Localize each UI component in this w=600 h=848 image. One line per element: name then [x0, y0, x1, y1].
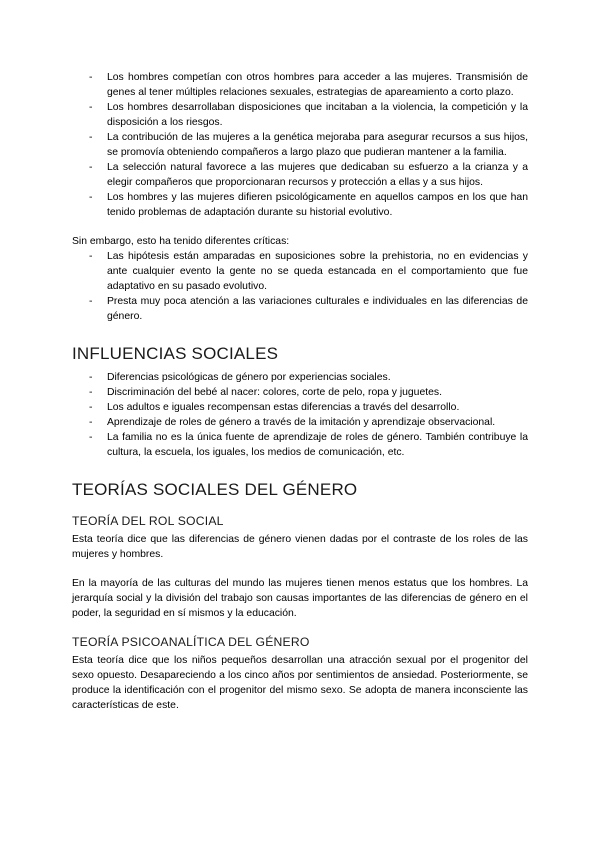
list-item: - Los hombres competían con otros hombres para acceder a las mujeres. Transmisión de genes al tener múltiples relaciones sexuales, estrategias de apareamiento a corto plazo. [89, 72, 528, 98]
section-heading-influencias: INFLUENCIAS SOCIALES [72, 344, 279, 363]
list-item: - Los adultos e iguales recompensan estas diferencias a través del desarrollo. [89, 402, 460, 413]
rol-social-paragraph-1: Esta teoría dice que las diferencias de género vienen dadas por el contraste de los roles de las mujeres y hombres. [72, 534, 528, 560]
list-item: - La contribución de las mujeres a la genética mejoraba para asegurar recursos a sus hijos, se promovía obteniendo compañeros a largo plazo que pudieran mantener a la familia. [89, 132, 528, 158]
list-item: - Aprendizaje de roles de género a través de la imitación y aprendizaje observacional. [89, 417, 496, 428]
list-item: - Los hombres desarrollaban disposiciones que incitaban a la violencia, la competición y la disposición a los riesgos. [89, 102, 528, 128]
list-item: - Los hombres y las mujeres difieren psicológicamente en aquellos campos en los que han tenido problemas de adaptación durante su historial evolutivo. [89, 192, 528, 218]
evolutionary-points-list [72, 70, 528, 220]
influencias-list [72, 370, 528, 460]
criticas-intro: Sin embargo, esto ha tenido diferentes críticas: [72, 236, 290, 247]
list-item: - La selección natural favorece a las mujeres que dedicaban su esfuerzo a la crianza y a elegir compañeros que proporcionaran recursos y protección a ellas y a sus hijos. [89, 162, 528, 188]
rol-social-paragraph-2: En la mayoría de las culturas del mundo las mujeres tienen menos estatus que los hombres. La jerarquía social y la división del trabajo son causas importantes de las diferencias de género en el poder, la seguridad en sí mismos y la educación. [72, 578, 528, 619]
subheading-psicoanalitica: TEORÍA PSICOANALÍTICA DEL GÉNERO [72, 635, 310, 649]
section-heading-teorias: TEORÍAS SOCIALES DEL GÉNERO [72, 480, 358, 499]
subheading-rol-social: TEORÍA DEL ROL SOCIAL [72, 514, 224, 528]
psicoanalitica-paragraph-1: Esta teoría dice que los niños pequeños desarrollan una atracción sexual por el progenitor del sexo opuesto. Desapareciendo a los cinco años por sentimientos de ansiedad. Posteriormente, se produce la identificación con el progenitor del mismo sexo. Se adopta de manera inconsciente las características de este. [72, 655, 528, 711]
criticas-list [72, 249, 528, 324]
list-item: - Presta muy poca atención a las variaciones culturales e individuales en las diferencias de género. [89, 296, 528, 322]
page-content [72, 70, 528, 713]
list-item: - Las hipótesis están amparadas en suposiciones sobre la prehistoria, no en evidencias y ante cualquier evento la gente no se queda estancada en el comportamiento que fue adaptativo en su pasado evolutivo. [89, 251, 528, 292]
list-item: - Discriminación del bebé al nacer: colores, corte de pelo, ropa y juguetes. [89, 387, 442, 398]
list-item: - Diferencias psicológicas de género por experiencias sociales. [89, 372, 391, 383]
list-item: - La familia no es la única fuente de aprendizaje de roles de género. También contribuye la cultura, la escuela, los iguales, los medios de comunicación, etc. [89, 432, 528, 458]
